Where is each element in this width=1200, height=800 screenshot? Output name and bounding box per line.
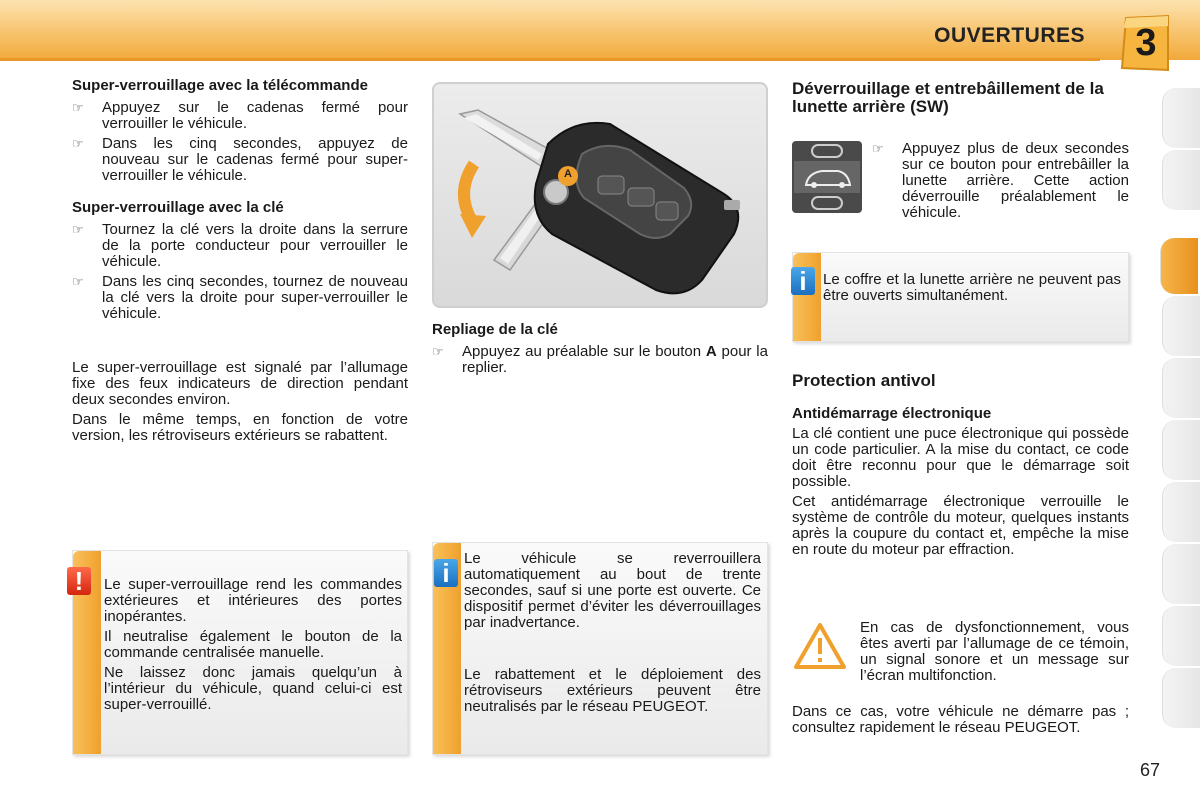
info-note — [432, 542, 768, 755]
heading-antitheft: Protection antivol — [792, 371, 936, 390]
info-note-text: Le coffre et la lunette arrière ne peuvent pas être ouverts simultanément. — [823, 271, 1121, 304]
flip-key-icon — [434, 84, 766, 306]
column-right-lower — [792, 372, 1129, 558]
list-item: ☞ Appuyez plus de deux secondes sur ce bouton pour entrebâiller la lunette arrière. Cette action déverrouille préalablement le véhicule. — [872, 140, 1129, 221]
section-title: OUVERTURES — [934, 24, 1085, 47]
heading-rear-screen: Déverrouillage et entrebâillement de la lunette arrière (SW) — [792, 79, 1104, 116]
warning-triangle-icon — [794, 622, 846, 670]
info-icon: i — [791, 267, 815, 295]
paragraph: Dans le même temps, en fonction de votre version, les rétroviseurs extérieurs se rabattent. — [72, 411, 408, 444]
paragraph: Le super-verrouillage est signalé par l’allumage fixe des feux indicateurs de direction pendant deux secondes environ. — [72, 359, 408, 408]
info-note — [792, 252, 1129, 342]
list-item: ☞ Dans les cinq secondes, tournez de nouveau la clé vers la droite pour super-verrouiller le véhicule. — [72, 273, 408, 322]
side-tab-active[interactable] — [1160, 238, 1198, 294]
info-note-text: Le véhicule se reverrouillera automatiquement au bout de trente secondes, sauf si une porte est ouverte. Ce dispositif permet d’éviter les déverrouillages par inadvertance. Le rabattement et le déploiement des rétroviseurs extérieurs peuvent être neutralisés par le réseau PEUGEOT. — [464, 550, 761, 715]
side-tab[interactable] — [1162, 668, 1200, 728]
paragraph: La clé contient une puce électronique qui possède un code particulier. A la mise du contact, ce code doit être reconnu pour que le démarrage soit possible. — [792, 425, 1129, 490]
side-tab[interactable] — [1162, 88, 1200, 148]
pointing-hand-icon: ☞ — [872, 141, 884, 156]
chapter-number: 3 — [1135, 22, 1157, 64]
header-rule — [0, 58, 1100, 61]
column-left — [72, 78, 408, 444]
paragraph: Dans ce cas, votre véhicule ne démarre pas ; consultez rapidement le réseau PEUGEOT. — [792, 703, 1129, 736]
heading-key-superlock: Super-verrouillage avec la clé — [72, 199, 284, 216]
warning-icon: ! — [67, 567, 91, 595]
button-a-label: A — [564, 168, 572, 180]
list-item: ☞ Appuyez au préalable sur le bouton A pour la replier. — [432, 343, 768, 376]
heading-remote-superlock: Super-verrouillage avec la télécommande — [72, 77, 368, 94]
pointing-hand-icon: ☞ — [72, 274, 84, 289]
side-tab[interactable] — [1162, 420, 1200, 480]
pointing-hand-icon: ☞ — [72, 222, 84, 237]
list-item: ☞ Dans les cinq secondes, appuyez de nouveau sur le cadenas fermé pour super-verrouiller le véhicule. — [72, 135, 408, 184]
list-item: ☞ Appuyez sur le cadenas fermé pour verrouiller le véhicule. — [72, 99, 408, 132]
heading-key-fold: Repliage de la clé — [432, 321, 558, 338]
pointing-hand-icon: ☞ — [72, 136, 84, 151]
info-icon: i — [434, 559, 458, 587]
header-spacer — [0, 60, 1200, 72]
warning-note-text: Le super-verrouillage rend les commandes extérieures et intérieures des portes inopérantes. Il neutralise également le bouton de la commande centralisée manuelle. Ne laissez donc jamais quelqu’un à l’intérieur du véhicule, quand celui-ci est super-verrouillé. — [104, 576, 402, 713]
page-number: 67 — [1139, 760, 1160, 780]
side-tab[interactable] — [1162, 296, 1200, 356]
paragraph: Cet antidémarrage électronique verrouille le système de contrôle du moteur, quelques instants après la coupure du contact et, empêche la mise en route du moteur par effraction. — [792, 493, 1129, 558]
warning-text: En cas de dysfonctionnement, vous êtes averti par l’allumage de ce témoin, un signal sonore et un message sur l’écran multifonction. — [860, 619, 1129, 684]
side-tab[interactable] — [1162, 544, 1200, 604]
column-middle — [432, 322, 768, 376]
tailgate-button-icon — [792, 141, 862, 213]
list-item: ☞ Tournez la clé vers la droite dans la serrure de la porte conducteur pour verrouiller le véhicule. — [72, 221, 408, 270]
key-illustration — [432, 82, 768, 308]
heading-immobiliser: Antidémarrage électronique — [792, 405, 992, 422]
pointing-hand-icon: ☞ — [72, 100, 84, 115]
side-tab[interactable] — [1162, 358, 1200, 418]
side-tab[interactable] — [1162, 606, 1200, 666]
column-right — [792, 80, 1129, 126]
warning-note — [72, 550, 408, 755]
side-tab[interactable] — [1162, 150, 1200, 210]
pointing-hand-icon: ☞ — [432, 344, 444, 359]
side-tab[interactable] — [1162, 482, 1200, 542]
